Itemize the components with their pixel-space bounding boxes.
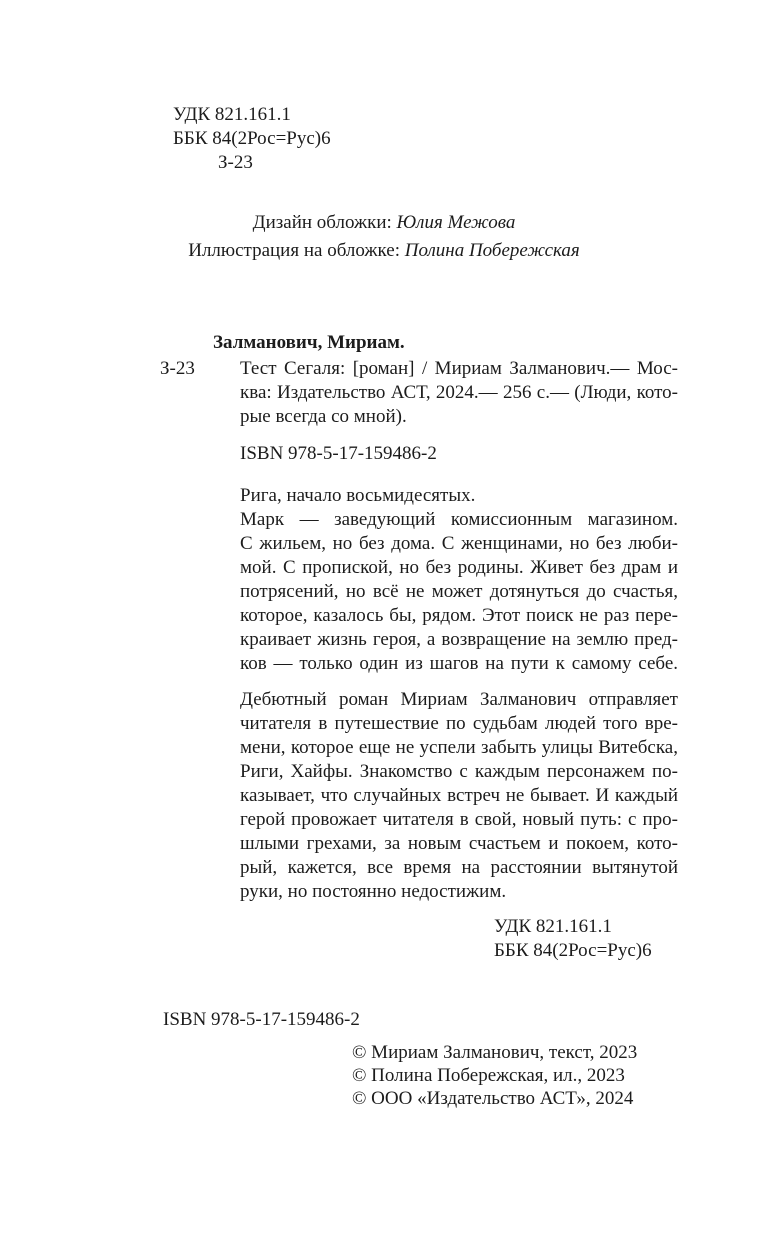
copyright-publisher: © ООО «Издательство АСТ», 2024 <box>352 1088 634 1109</box>
annotation-p2-line-8: рый, кажется, все время на расстоянии вытянутой <box>240 857 678 878</box>
copyright-illustrator: © Полина Побережская, ил., 2023 <box>352 1065 625 1086</box>
top-udk: УДК 821.161.1 <box>173 104 291 125</box>
cover-design-label: Дизайн обложки: <box>252 212 392 233</box>
annotation-p1-line-2: Марк — заведующий комиссионным магазином. <box>240 509 678 530</box>
annotation-p1-line-1: Рига, начало восьмидесятых. <box>240 485 476 506</box>
annotation-p1-line-7: краивает жизнь героя, а возвращение на землю пред- <box>240 629 678 650</box>
annotation-p1-line-4: мой. С пропиской, но без родины. Живет без драм и <box>240 557 678 578</box>
bottom-bbk: ББК 84(2Рос=Рус)6 <box>494 940 652 961</box>
author-heading: Залманович, Мириам. <box>213 332 405 353</box>
annotation-p1-line-3: С жильем, но без дома. С женщинами, но без люби- <box>240 533 678 554</box>
cover-design-name: Юлия Межова <box>396 212 516 233</box>
top-author-mark: З-23 <box>218 152 253 173</box>
annotation-p2-line-9: руки, но постоянно недостижим. <box>240 881 507 902</box>
illustration-label: Иллюстрация на обложке: <box>188 240 400 261</box>
side-author-mark: З-23 <box>160 358 195 379</box>
illustration-name: Полина Побережская <box>404 240 580 261</box>
description-line-2: ква: Издательство АСТ, 2024.— 256 с.— (Люди, кото- <box>240 382 678 403</box>
annotation-p1-line-8: ков — только один из шагов на пути к самому себе. <box>240 653 678 674</box>
annotation-p2-line-7: шлыми грехами, за новым счастьем и покоем, кото- <box>240 833 678 854</box>
annotation-p1-line-5: потрясений, но всё не может дотянуться до счастья, <box>240 581 678 602</box>
copyright-author: © Мириам Залманович, текст, 2023 <box>352 1042 638 1063</box>
annotation-p2-line-1: Дебютный роман Мириам Залманович отправляет <box>240 689 678 710</box>
description-line-1: Тест Сегаля: [роман] / Мириам Залманович.— Мос- <box>240 358 678 379</box>
annotation-p1-line-6: которое, казалось бы, рядом. Этот поиск не раз пере- <box>240 605 678 626</box>
description-line-3: рые всегда со мной). <box>240 406 407 427</box>
annotation-p2-line-4: Риги, Хайфы. Знакомство с каждым персонажем по- <box>240 761 678 782</box>
annotation-p2-line-3: мени, которое еще не успели забыть улицы Витебска, <box>240 737 678 758</box>
annotation-p2-line-2: читателя в путешествие по судьбам людей того вре- <box>240 713 678 734</box>
top-bbk: ББК 84(2Рос=Рус)6 <box>173 128 331 149</box>
cover-design-credit <box>0 211 768 235</box>
annotation-p2-line-5: казывает, что случайных встреч не бывает. И каждый <box>240 785 678 806</box>
footer-isbn: ISBN 978-5-17-159486-2 <box>163 1009 360 1030</box>
card-isbn: ISBN 978-5-17-159486-2 <box>240 443 437 464</box>
illustration-credit <box>0 239 768 263</box>
annotation-p2-line-6: герой провожает читателя в свой, новый путь: с про- <box>240 809 678 830</box>
bottom-udk: УДК 821.161.1 <box>494 916 612 937</box>
